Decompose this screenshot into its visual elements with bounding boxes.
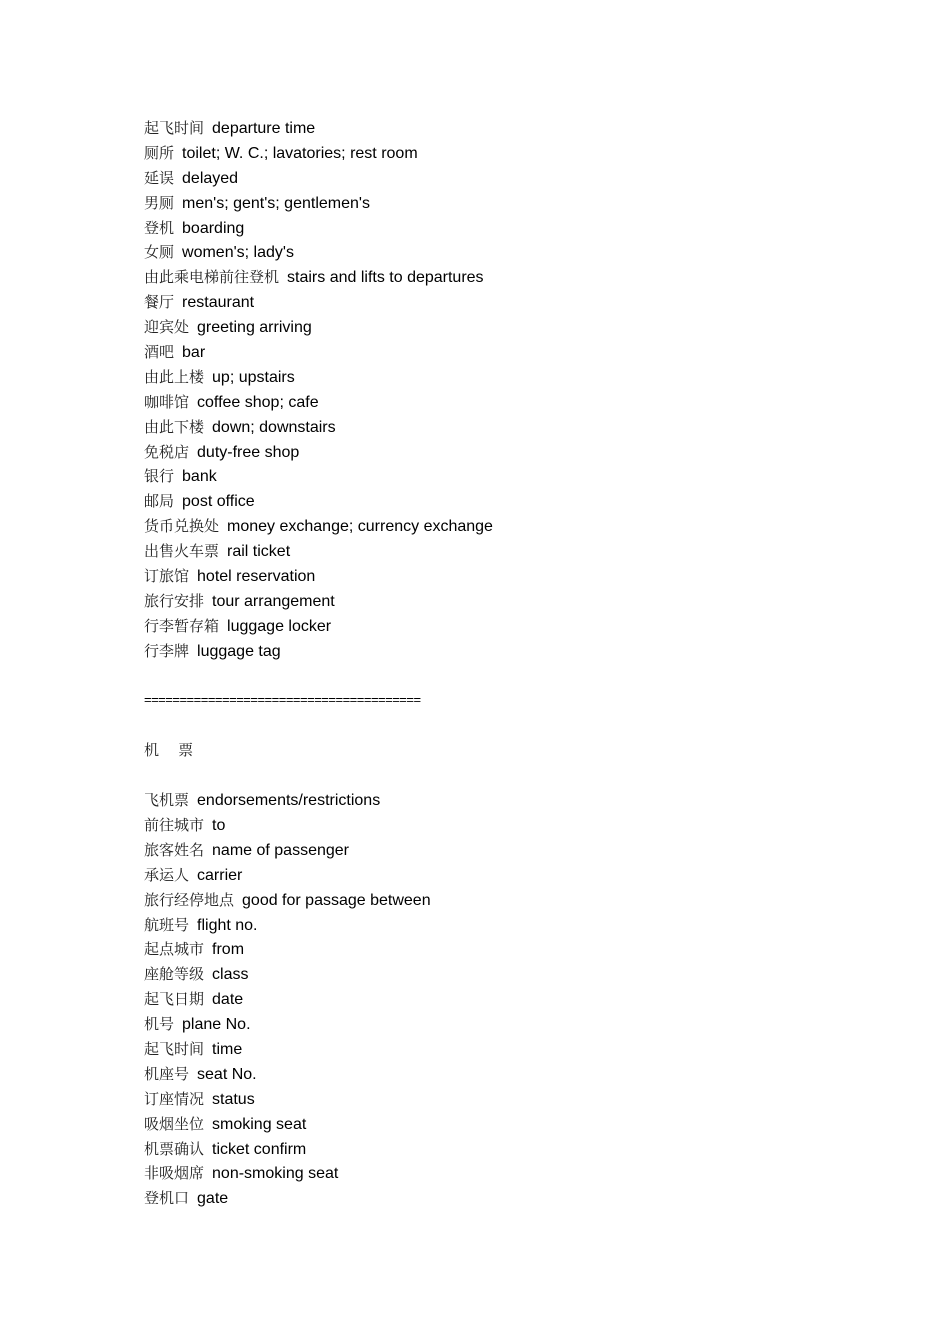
glossary-entry [144,390,904,415]
chinese-term: 行李牌 [144,641,190,660]
glossary-entry [144,937,904,962]
english-term: tour arrangement [212,592,335,610]
glossary-entry [144,1062,904,1087]
glossary-entry [144,1087,904,1112]
chinese-term: 咖啡馆 [144,392,190,411]
chinese-term: 酒吧 [144,343,175,362]
chinese-term: 机票确认 [144,1139,205,1158]
chinese-term: 行李暂存箱 [144,616,220,635]
english-term: toilet; W. C.; lavatories; rest room [182,144,418,162]
glossary-entry [144,141,904,166]
chinese-term: 飞机票 [144,791,190,810]
chinese-term: 由此下楼 [144,417,205,436]
chinese-term: 出售火车票 [144,542,220,561]
glossary-entry [144,191,904,216]
glossary-entry [144,415,904,440]
glossary-entry [144,365,904,390]
chinese-term: 吸烟坐位 [144,1114,205,1133]
glossary-entry [144,315,904,340]
glossary-entry [144,166,904,191]
glossary-entry [144,440,904,465]
glossary-entry [144,240,904,265]
glossary-entry [144,216,904,241]
chinese-term: 起点城市 [144,940,205,959]
english-term: men's; gent's; gentlemen's [182,194,370,212]
chinese-term: 机座号 [144,1064,190,1083]
chinese-term: 旅行安排 [144,591,205,610]
chinese-term: 登机口 [144,1189,190,1208]
english-term: status [212,1090,255,1108]
chinese-term: 订旅馆 [144,567,190,586]
chinese-term: 男厕 [144,193,175,212]
english-term: bar [182,344,206,362]
english-term: duty-free shop [197,443,300,461]
english-term: non-smoking seat [212,1165,339,1183]
glossary-entry [144,116,904,141]
blank-line [144,763,904,788]
chinese-term: 邮局 [144,492,175,511]
english-term: name of passenger [212,841,349,859]
glossary-entry [144,788,904,813]
glossary-entry [144,962,904,987]
chinese-term: 女厕 [144,243,175,262]
english-term: good for passage between [242,891,431,909]
glossary-entry [144,265,904,290]
chinese-term: 货币兑换处 [144,517,220,536]
chinese-term: 前往城市 [144,815,205,834]
glossary-entry [144,514,904,539]
english-term: gate [197,1190,229,1208]
glossary-section-airport-signs [144,116,904,664]
glossary-entry [144,1037,904,1062]
section-heading: 机 票 [144,741,194,760]
english-term: from [212,941,245,959]
glossary-entry [144,340,904,365]
chinese-term: 银行 [144,467,175,486]
english-term: flight no. [197,916,258,934]
english-term: women's; lady's [182,244,294,262]
english-term: departure time [212,120,316,137]
glossary-entry [144,1137,904,1162]
english-term: plane No. [182,1016,251,1034]
chinese-term: 餐厅 [144,293,175,312]
glossary-entry [144,489,904,514]
glossary-entry [144,290,904,315]
english-term: rail ticket [227,543,291,561]
glossary-entry [144,539,904,564]
glossary-entry [144,987,904,1012]
chinese-term: 航班号 [144,915,190,934]
english-term: down; downstairs [212,418,336,436]
chinese-term: 厕所 [144,143,175,162]
section-divider: ======================================= [144,692,421,708]
chinese-term: 免税店 [144,442,190,461]
blank-line [144,664,904,689]
english-term: ticket confirm [212,1140,307,1158]
glossary-entry [144,838,904,863]
english-term: delayed [182,169,239,187]
chinese-term: 由此乘电梯前往登机 [144,268,280,287]
glossary-entry [144,863,904,888]
chinese-term: 承运人 [144,865,190,884]
chinese-term: 起飞时间 [144,119,205,137]
english-term: stairs and lifts to departures [287,269,484,287]
chinese-term: 非吸烟席 [144,1164,205,1183]
glossary-entry [144,564,904,589]
glossary-entry [144,1012,904,1037]
english-term: post office [182,493,255,511]
english-term: up; upstairs [212,368,295,386]
chinese-term: 由此上楼 [144,367,205,386]
english-term: hotel reservation [197,568,316,586]
english-term: class [212,966,249,984]
chinese-term: 延误 [144,168,175,187]
english-term: seat No. [197,1065,257,1083]
document-page [144,116,904,1211]
english-term: bank [182,468,217,486]
english-term: boarding [182,219,245,237]
glossary-entry [144,1186,904,1211]
english-term: to [212,816,226,834]
glossary-section-air-ticket [144,788,904,1211]
glossary-entry [144,639,904,664]
english-term: money exchange; currency exchange [227,518,493,536]
chinese-term: 座舱等级 [144,965,205,984]
chinese-term: 机号 [144,1015,175,1034]
glossary-entry [144,614,904,639]
glossary-entry [144,888,904,913]
glossary-entry [144,1112,904,1137]
english-term: endorsements/restrictions [197,792,381,810]
chinese-term: 旅行经停地点 [144,890,235,909]
english-term: greeting arriving [197,319,312,337]
chinese-term: 迎宾处 [144,318,190,337]
glossary-entry [144,464,904,489]
glossary-entry [144,913,904,938]
english-term: smoking seat [212,1115,307,1133]
chinese-term: 旅客姓名 [144,840,205,859]
english-term: coffee shop; cafe [197,393,319,411]
chinese-term: 订座情况 [144,1089,205,1108]
english-term: carrier [197,866,243,884]
english-term: date [212,991,244,1009]
glossary-entry [144,589,904,614]
chinese-term: 登机 [144,218,175,237]
glossary-entry [144,1161,904,1186]
glossary-entry [144,813,904,838]
english-term: restaurant [182,294,255,312]
english-term: luggage locker [227,617,332,635]
english-term: time [212,1040,243,1058]
blank-line [144,713,904,738]
chinese-term: 起飞日期 [144,990,205,1009]
chinese-term: 起飞时间 [144,1039,205,1058]
english-term: luggage tag [197,642,281,660]
